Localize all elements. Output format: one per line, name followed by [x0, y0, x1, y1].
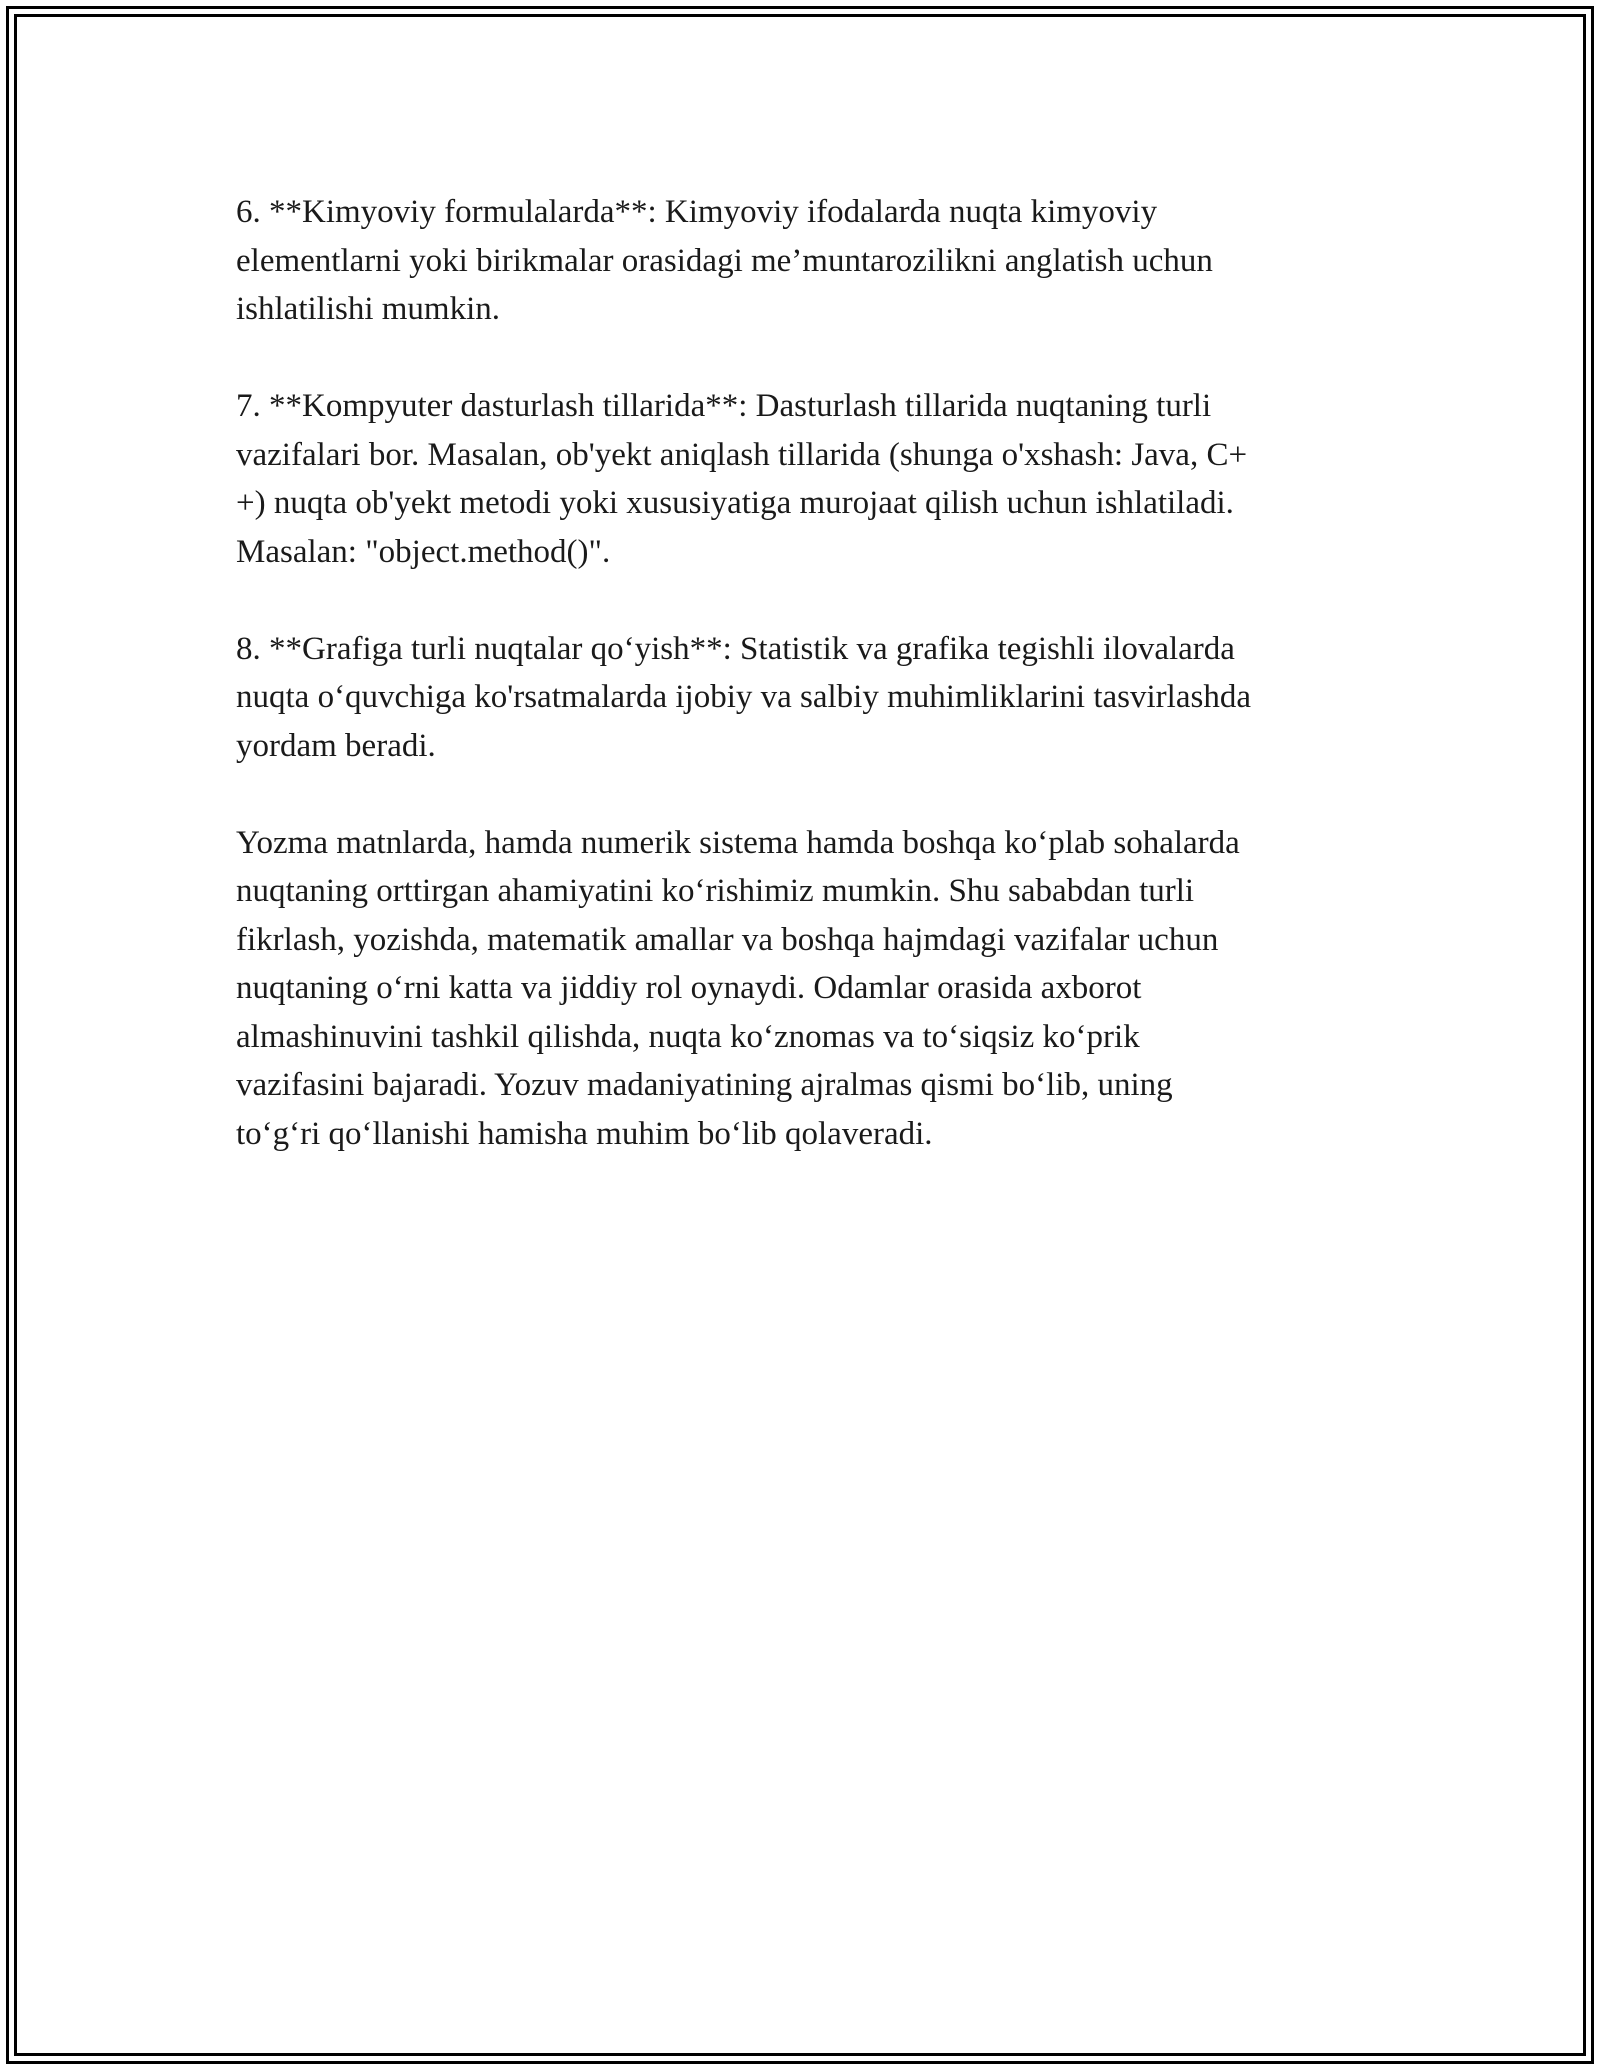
paragraph-graphics-points: 8. **Grafiga turli nuqtalar qo‘yish**: Statistik va grafika tegishli ilovalarda nuqta o‘quvchiga ko'rsatmalarda ijobiy va salbiy muhimliklarini tasvirlashda yordam beradi.: [236, 630, 1251, 764]
paragraph-chemical-formulas: 6. **Kimyoviy formulalarda**: Kimyoviy ifodalarda nuqta kimyoviy elementlarni yoki birikmalar orasidagi me’muntarozilikni anglatish uchun ishlatilishi mumkin.: [236, 194, 1213, 327]
document-body: [236, 188, 1376, 1207]
paragraph-programming-languages: 7. **Kompyuter dasturlash tillarida**: Dasturlash tillarida nuqtaning turli vazifalari bor. Masalan, ob'yekt aniqlash tillarida (shunga o'xshash: Java, C+ +) nuqta ob'yekt metodi yoki xususiyatiga murojaat qilish uchun ishlatiladi. Masalan: "object.method()".: [236, 388, 1248, 570]
paragraph-conclusion: Yozma matnlarda, hamda numerik sistema hamda boshqa ko‘plab sohalarda nuqtaning orttirgan ahamiyatini ko‘rishimiz mumkin. Shu sababdan turli fikrlash, yozishda, matematik amallar va boshqa hajmdagi vazifalar uchun nuqtaning o‘rni katta va jiddiy rol oynaydi. Odamlar orasida axborot almashinuvini tashkil qilishda, nuqta ko‘znomas va to‘siqsiz ko‘prik vazifasini bajaradi. Yozuv madaniyatining ajralmas qismi bo‘lib, uning to‘g‘ri qo‘llanishi hamisha muhim bo‘lib qolaveradi.: [236, 824, 1240, 1152]
